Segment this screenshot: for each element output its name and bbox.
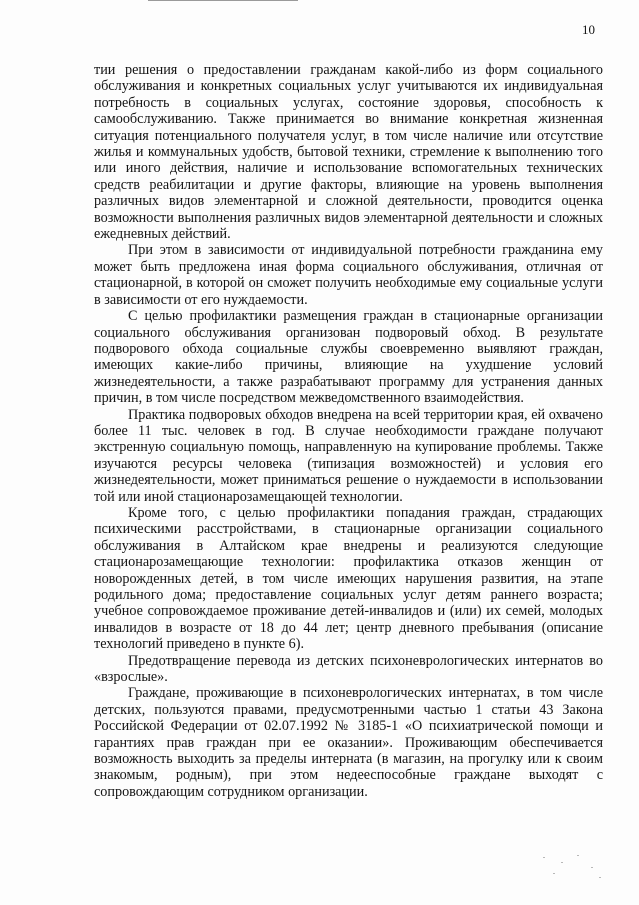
paragraph-continuation: тии решения о предоставлении гражданам какой-либо из форм социального обслуживания и конкретных социальных услуг учитываются их индивидуальная потребность в социальных услугах, состояние здоровья, способность к самообслуживанию. Также принимается во внимание конкретная жизненная ситуация потенциального получателя услуг, в том числе наличие или отсутствие жилья и коммунальных удобств, бытовой техники, стремление к выполнению того или иного действия, наличие и использование вспомогательных технических средств реабилитации и другие факторы, влияющие на уровень выполнения различных видов элементарной и сложной деятельности, проводится оценка возможности выполнения различных видов элементарной деятельности и сложных ежедневных действий. bbox=[94, 62, 603, 243]
page-number: 10 bbox=[582, 22, 595, 37]
scan-specks bbox=[533, 853, 613, 883]
paragraph-residents-rights: Граждане, проживающие в психоневрологических интернатах, в том числе детских, пользуются правами, предусмотренными частью 1 статьи 43 Закона Российской Федерации от 02.07.1992 № 3185-1 «О психиатрической помощи и гарантиях прав граждан при ее оказании». Проживающим обеспечивается возможность выходить за пределы интерната (в магазин, на прогулку или к своим знакомым, родным), при этом недееспособные граждане выходят с сопровождающим сотрудником организации. bbox=[94, 685, 603, 800]
scan-edge-rule bbox=[148, 0, 298, 1]
paragraph-door-to-door-visits: С целью профилактики размещения граждан в стационарные организации социального обслуживания организован подворовый обход. В результате подворового обхода социальные службы своевременно выявляют граждан, имеющих какие-либо причины, влияющие на ухудшение условий жизнедеятельности, а также разрабатывают программу для устранения данных причин, в том числе посредством межведомственного взаимодействия. bbox=[94, 308, 603, 407]
paragraph-replacement-technologies: Кроме того, с целью профилактики попадания граждан, страдающих психическими расстройствами, в стационарные организации социального обслуживания в Алтайском крае внедрены и реализуются следующие стационарозамещающие технологии: профилактика отказов женщин от новорожденных детей, в том числе имеющих нарушения развития, на этапе родильного дома; предоставление социальных услуг детям раннего возраста; учебное сопровождаемое проживание детей-инвалидов и (или) их семей, молодых инвалидов в возрасте от 18 до 44 лет; центр дневного пребывания (описание технологий приведено в пункте 6). bbox=[94, 504, 603, 653]
paragraph-transfer-prevention: Предотвращение перевода из детских психоневрологических интернатов во «взрослые». bbox=[94, 652, 603, 686]
paragraph-practice-coverage: Практика подворовых обходов внедрена на всей территории края, ей охвачено более 11 тыс. человек в год. В случае необходимости граждане получают экстренную социальную помощь, направленную на купирование проблемы. Также изучаются ресурсы человека (типизация возможностей) и условия его жизнедеятельности, может приниматься решение о нуждаемости в использовании той или иной стационарозамещающей технологии. bbox=[94, 406, 603, 505]
body-text bbox=[94, 62, 603, 800]
paragraph-alternative-forms: При этом в зависимости от индивидуальной потребности гражданина ему может быть предложена иная форма социального обслуживания, отличная от стационарной, в которой он сможет получить необходимые ему социальные услуги в зависимости от его нуждаемости. bbox=[94, 242, 603, 308]
